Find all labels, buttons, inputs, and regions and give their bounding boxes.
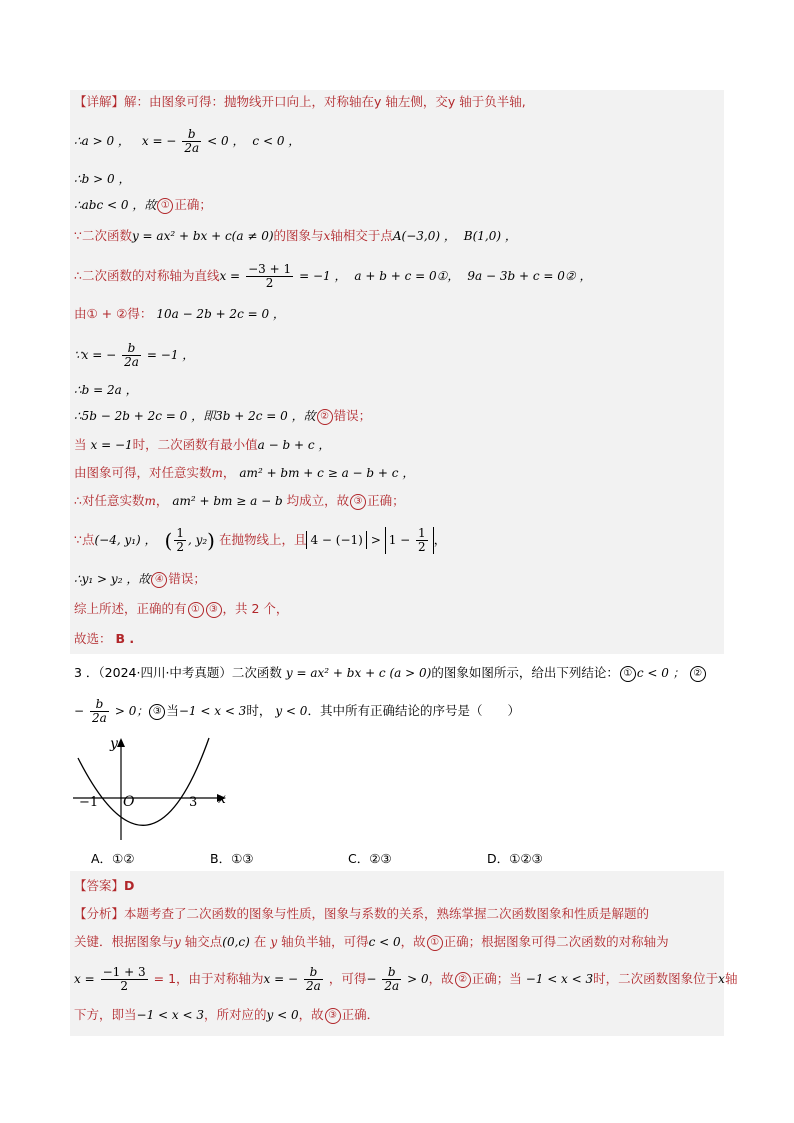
option-label: B．①③ (210, 851, 254, 866)
verdict: 正确； (174, 197, 212, 212)
circled-number: ② (690, 666, 706, 682)
frac-den: 2a (384, 979, 400, 993)
text: 当 (74, 437, 87, 452)
frac-num: 1 (176, 526, 184, 540)
text: 在 (253, 934, 267, 949)
text: ，所对应的 (203, 1007, 267, 1022)
fraction (122, 342, 141, 369)
text: 轴交点 (184, 934, 223, 949)
verdict: 错误； (333, 408, 372, 423)
text: ∵点 (74, 532, 95, 547)
solution-line-15 (74, 570, 206, 588)
solution-line-17 (74, 630, 134, 648)
math: ∴abc < 0 ，故 (74, 198, 157, 212)
verdict: 错误； (168, 571, 206, 586)
solution-line-11 (74, 436, 330, 454)
math: x (323, 229, 331, 243)
math: (−4, y₁) ， (94, 533, 157, 547)
frac-den: 2 (265, 276, 274, 290)
fraction (304, 966, 323, 993)
text: ∴对任意实数 (74, 493, 145, 508)
text: 在抛物线上，且 (218, 532, 307, 547)
fraction (246, 263, 293, 290)
circled-number: ② (317, 409, 333, 425)
circled-number: ② (455, 972, 471, 988)
math: −1 < x < 3 (178, 704, 247, 718)
circled-number: ① (427, 935, 443, 951)
solution-line-2 (74, 128, 300, 155)
solution-heading: 【详解】解：由图象可得：抛物线开口向上，对称轴在y 轴左侧，交y 轴于负半轴, (74, 94, 526, 109)
math: ∴5b − 2b + 2c = 0 ，即 (74, 409, 216, 423)
math: < 0 ， (207, 134, 245, 148)
analysis-line-3 (74, 966, 737, 993)
math: ∵x = − (74, 348, 117, 362)
frac-den: 2a (184, 141, 200, 155)
text: 时，二次函数图象位于 (593, 971, 719, 986)
circled-number: ③ (325, 1008, 341, 1024)
y-axis-label: y (110, 736, 118, 752)
question-number: 3 ．（2024·四川·中考真题）二次函数 (74, 665, 282, 680)
circled-number: ① (157, 198, 173, 214)
option-label: C．②③ (348, 851, 392, 866)
option-label: A．①② (91, 851, 135, 866)
math: , y₂ (187, 533, 208, 547)
frac-num: −1 + 3 (102, 965, 146, 979)
option-label: D．①②③ (487, 851, 543, 866)
text: ，可得 (328, 971, 367, 986)
math: −1 < x < 3 (136, 1008, 204, 1022)
answer-heading: 【答案】 (74, 878, 125, 893)
math: > 0； (114, 704, 149, 718)
y-axis-arrow (117, 738, 125, 747)
math: x = (219, 269, 241, 283)
answer-choice: D (124, 878, 135, 893)
math: c < 0 (368, 935, 401, 949)
analysis-line-2 (74, 933, 669, 951)
math: m (144, 494, 156, 508)
frac-den: 2 (418, 540, 426, 554)
frac-den: 2a (124, 355, 139, 369)
abs-value (385, 527, 434, 554)
tick-neg1: −1 (79, 795, 99, 810)
text: ， (222, 465, 236, 480)
text: ，故 (400, 934, 426, 949)
math: x = (74, 972, 95, 986)
math: = −1 ， (299, 269, 347, 283)
analysis-line-4 (74, 1006, 379, 1024)
option-b[interactable] (210, 850, 254, 868)
option-d[interactable] (487, 850, 543, 868)
text: 当 (166, 703, 179, 718)
circled-number: ③ (149, 704, 165, 720)
circled-number: ④ (151, 572, 167, 588)
text: 下方，即当 (74, 1007, 137, 1022)
solution-line-14 (74, 527, 446, 554)
frac-den: 2 (176, 540, 184, 554)
math: x (718, 972, 725, 986)
text: 正确；根据图象可得二次函数的对称轴为 (443, 934, 669, 949)
math: y = ax² + bx + c(a ≠ 0) (131, 229, 274, 243)
solution-line-13 (74, 492, 405, 510)
text: ，共 2 个， (222, 601, 289, 616)
text: ．其中所有正确结论的序号是（ ） (307, 703, 520, 718)
text: ，故 (428, 971, 454, 986)
origin-label: O (123, 794, 135, 810)
text: 正确． (341, 1007, 380, 1022)
solution-line-9 (74, 381, 138, 399)
tick-3: 3 (189, 795, 198, 810)
math: y (270, 935, 278, 949)
analysis-line-1 (74, 905, 649, 923)
text: 由① + ②得： (74, 306, 153, 321)
solution-line-4 (74, 196, 212, 214)
solution-line-1 (74, 93, 526, 111)
x-axis-label: x (218, 791, 226, 807)
text: 【分析】本题考查了二次函数的图象与性质，图象与系数的关系，熟练掌握二次函数图象和性质是解题的 (74, 906, 650, 921)
text: 综上所述，正确的有 (74, 601, 187, 616)
parabola-curve (78, 738, 209, 825)
math: − (74, 704, 85, 718)
solution-line-8 (74, 342, 194, 369)
text: 的图象如图所示，给出下列结论： (431, 665, 619, 680)
text: 时， (246, 703, 272, 718)
option-a[interactable] (91, 850, 134, 868)
math: > 0 (407, 972, 429, 986)
fraction (416, 527, 428, 554)
math: a − b + c ， (257, 438, 331, 452)
frac-num: b (182, 128, 201, 142)
math: > (370, 533, 385, 547)
math: m (211, 466, 223, 480)
solution-line-12 (74, 464, 414, 482)
frac-den: 2a (92, 711, 107, 725)
frac-num: −3 + 1 (248, 262, 292, 276)
answer-choice: B . (115, 631, 135, 646)
math: y (174, 935, 181, 949)
math: ∴a > 0 ， (74, 134, 130, 148)
frac-den: 2 (120, 979, 128, 993)
frac-num: b (382, 966, 401, 980)
paren-left: ( (164, 528, 173, 553)
fraction (90, 698, 109, 725)
math: c < 0 ， (252, 134, 301, 148)
solution-line-7 (74, 305, 285, 323)
text: ，故 (298, 1007, 324, 1022)
math: am² + bm + c ≥ a − b + c ， (239, 466, 415, 480)
math: y < 0 (275, 704, 308, 718)
math: a + b + c = 0①， (354, 269, 460, 283)
frac-num: 1 (418, 526, 426, 540)
text: 轴负半轴，可得 (281, 934, 369, 949)
math: y < 0 (266, 1008, 299, 1022)
frac-num: b (90, 698, 109, 712)
text: 均成立，故 (286, 493, 350, 508)
math: (0,c) (222, 935, 250, 949)
math: −1 < x < 3 (525, 972, 594, 986)
math: c < 0 ； (636, 666, 685, 680)
verdict: 正确； (367, 493, 405, 508)
math: ∴y₁ > y₂ ，故 (74, 572, 151, 586)
text: 时，二次函数有最小值 (132, 437, 258, 452)
math: x = − (141, 134, 177, 148)
fraction (382, 966, 401, 993)
frac-num: b (122, 342, 141, 356)
solution-line-5 (74, 227, 517, 245)
solution-line-16 (74, 600, 288, 618)
parabola-graph (70, 728, 240, 840)
text: ， (155, 493, 169, 508)
solution-line-10 (74, 407, 371, 425)
option-c[interactable] (348, 850, 392, 868)
text: 的图象与 (273, 228, 324, 243)
circled-number: ① (188, 602, 204, 618)
math: y = ax² + bx + c (a > 0) (285, 666, 432, 680)
text: 关键．根据图象与 (74, 934, 175, 949)
solution-line-6 (74, 263, 591, 290)
fraction (101, 966, 148, 993)
math: x = −1 (90, 438, 133, 452)
fraction (182, 128, 201, 155)
circled-number: ③ (206, 602, 222, 618)
frac-den: 2a (306, 979, 321, 993)
math: ∴b > 0 ， (74, 172, 131, 186)
text: ， (433, 532, 447, 547)
question-3-line-2 (74, 698, 520, 725)
fraction (174, 527, 186, 554)
circled-number: ① (620, 666, 636, 682)
text: ∵二次函数 (74, 228, 132, 243)
math: 10a − 2b + 2c = 0 ， (156, 307, 285, 321)
math: A(−3,0) ， (392, 229, 456, 243)
math: B(1,0) ， (463, 229, 517, 243)
paren-right: ) (207, 528, 215, 553)
math: am² + bm ≥ a − b (172, 494, 283, 508)
text: 由图象可得，对任意实数 (74, 465, 212, 480)
math: = −1 ， (146, 348, 195, 362)
math: x = − (263, 972, 299, 986)
solution-line-3 (74, 170, 130, 188)
text: ∴二次函数的对称轴为直线 (74, 268, 220, 283)
text: 轴 (724, 971, 738, 986)
abs-value: 4 − (−1) (306, 531, 366, 549)
math: 3b + 2c = 0 ，故 (215, 409, 316, 423)
math: − (366, 972, 377, 986)
question-3-line-1 (74, 664, 707, 682)
text: 故选： (74, 631, 112, 646)
math: 1 − (388, 533, 415, 547)
answer-line (74, 877, 134, 895)
math: 9a − 3b + c = 0② ， (467, 269, 592, 283)
math: ∴b = 2a ， (74, 383, 138, 397)
text: = 1，由于对称轴为 (153, 971, 264, 986)
circled-number: ③ (350, 494, 366, 510)
text: 正确；当 (471, 971, 522, 986)
frac-num: b (304, 966, 323, 980)
text: 轴相交于点 (330, 228, 393, 243)
